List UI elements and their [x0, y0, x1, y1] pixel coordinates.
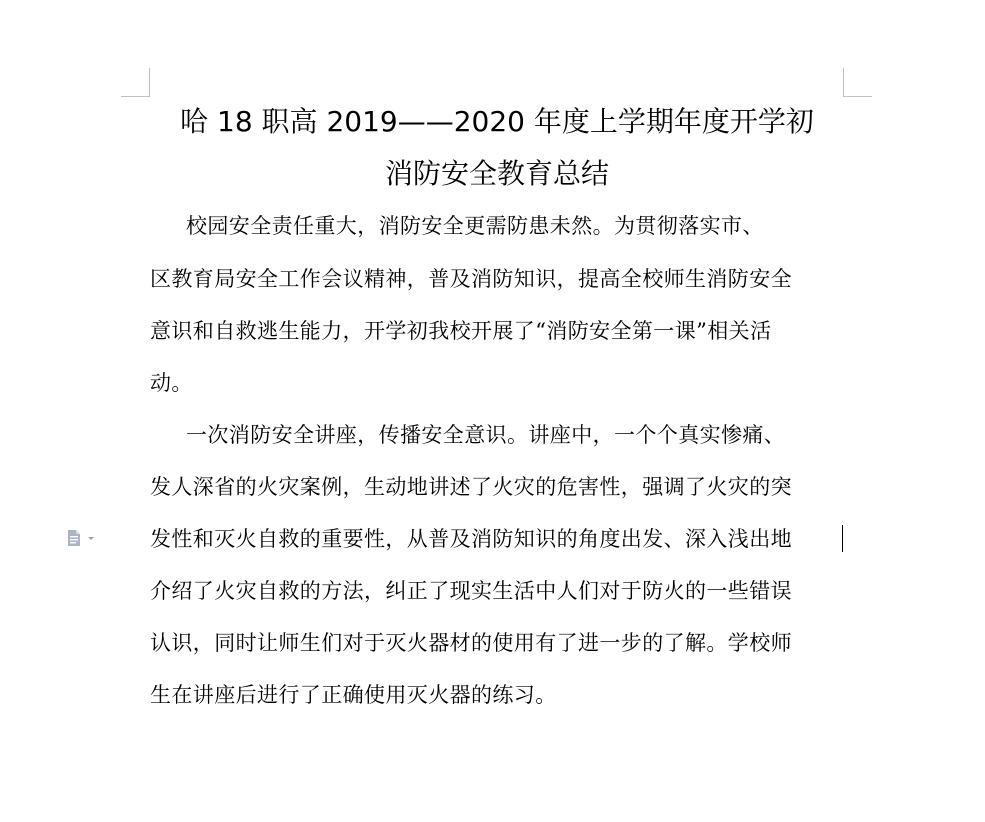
paste-options-icon — [66, 529, 82, 547]
document-title-line-1: 哈 18 职高 2019——2020 年度上学期年度开学初 — [180, 105, 814, 138]
text-cursor — [842, 525, 843, 552]
paste-options-button[interactable] — [66, 529, 98, 547]
paragraph-2-line-1: 一次消防安全讲座，传播安全意识。讲座中，一个个真实惨痛、 — [186, 423, 786, 447]
document-title-line-2: 消防安全教育总结 — [384, 157, 609, 190]
margin-mark-top-left — [121, 96, 150, 97]
paragraph-2-line-5: 认识，同时让师生们对于灭火器材的使用有了进一步的了解。学校师 — [150, 631, 792, 655]
margin-mark-top-left — [149, 68, 150, 97]
paragraph-2-line-6: 生在讲座后进行了正确使用灭火器的练习。 — [150, 683, 557, 707]
paragraph-1-line-3: 意识和自救逃生能力，开学初我校开展了“消防安全第一课”相关活 — [150, 319, 772, 343]
paragraph-2-line-3: 发性和灭火自救的重要性，从普及消防知识的角度出发、深入浅出地 — [150, 527, 792, 551]
paragraph-1-line-2: 区教育局安全工作会议精神，普及消防知识，提高全校师生消防安全 — [150, 267, 792, 291]
paragraph-1-line-4: 动。 — [150, 371, 193, 395]
paragraph-1-line-1: 校园安全责任重大，消防安全更需防患未然。为贯彻落实市、 — [186, 214, 764, 238]
paragraph-2-line-2: 发人深省的火灾案例，生动地讲述了火灾的危害性，强调了火灾的突 — [150, 475, 792, 499]
margin-mark-top-right — [843, 96, 872, 97]
paragraph-2-line-4: 介绍了火灾自救的方法，纠正了现实生活中人们对于防火的一些错误 — [150, 579, 792, 603]
chevron-down-icon — [88, 537, 94, 540]
margin-mark-top-right — [843, 68, 844, 97]
